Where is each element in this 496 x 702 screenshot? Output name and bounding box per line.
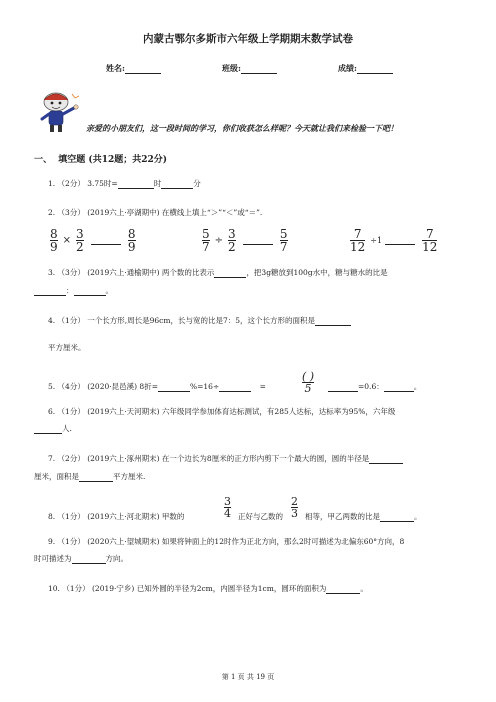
- question-3: [48, 268, 388, 278]
- q3-colon: ：: [66, 286, 74, 295]
- q3-blank-2[interactable]: [34, 287, 66, 296]
- q6-text: (2019六上·天河期末) 六年级同学参加体育达标测试，有285人达标，达标率为95%，六年级: [87, 407, 396, 416]
- score-label: 成绩:: [338, 63, 357, 73]
- question-5: [48, 382, 266, 392]
- q7-score: （2分）: [57, 454, 85, 463]
- q2-score: （3分）: [57, 208, 85, 217]
- mascot-icon: [34, 88, 84, 134]
- q2-expression-2: [200, 228, 290, 253]
- q5-blank-4[interactable]: [384, 383, 414, 392]
- page-title: 内蒙古鄂尔多斯市六年级上学期期末数学试卷: [143, 33, 353, 45]
- q9-number: 9.: [48, 537, 56, 546]
- q3-blank-3[interactable]: [74, 287, 106, 296]
- q1-blank-1[interactable]: [118, 180, 154, 189]
- q7-blank-1[interactable]: [369, 455, 403, 464]
- fraction: $\frac{3}{4}$: [224, 495, 231, 520]
- class-blank[interactable]: [241, 65, 277, 74]
- score-blank[interactable]: [357, 65, 393, 74]
- q7-text: (2019六上·涿州期末) 在一个边长为8厘米的正方形内剪下一个最大的圆，圆的半径是: [87, 454, 370, 463]
- fraction: $\frac{8}{9}$: [127, 227, 136, 254]
- question-10: [48, 584, 368, 594]
- q9-blank[interactable]: [72, 555, 106, 564]
- question-9: [48, 537, 404, 547]
- name-label: 姓名:: [106, 63, 125, 73]
- q8-score: （1分）: [57, 512, 85, 521]
- section-heading: [34, 152, 167, 165]
- q7-end: 平方厘米.: [113, 472, 146, 481]
- question-6-cont: [34, 424, 72, 434]
- question-9-cont: [34, 554, 128, 564]
- operator: ×: [62, 235, 72, 246]
- question-7-cont: [34, 472, 145, 482]
- q2-blank-1[interactable]: [91, 236, 121, 245]
- q9-end: 方向。: [105, 554, 128, 563]
- q6-blank[interactable]: [34, 425, 62, 434]
- q9-text: (2020六上·望城期末) 如果将钟面上的12时作为正北方向，那么2时可描述为北偏东60°方向，8: [87, 537, 405, 546]
- fraction: $\frac{2}{3}$: [291, 495, 298, 520]
- question-4: [48, 316, 351, 326]
- q2-number: 2.: [48, 208, 56, 217]
- q4-text: 一个长方形,周长是96cm，长与宽的比是7：5，这个长方形的面积是: [87, 316, 316, 325]
- score-field: [338, 63, 393, 74]
- q8-text: (2019六上·河北期末) 甲数的: [87, 512, 185, 521]
- q10-score: （1分）: [62, 584, 90, 593]
- operator: ÷: [214, 235, 224, 246]
- question-7: [48, 454, 403, 464]
- fraction: $\frac{8}{9}$: [50, 227, 58, 254]
- fraction: $\frac{( )}{5}$: [302, 370, 315, 395]
- fraction: $\frac{3}{2}$: [228, 227, 236, 254]
- q9-score: （1分）: [57, 537, 85, 546]
- q4-blank[interactable]: [315, 317, 351, 326]
- q5-blank-3[interactable]: [328, 383, 358, 392]
- q1-text: 3.75时=: [87, 179, 118, 188]
- q8-number: 8.: [48, 512, 56, 521]
- q5-text-2: %=16÷: [189, 382, 220, 391]
- q9-text-2: 时可描述为: [34, 554, 72, 563]
- q10-text: (2019·宁乡) 已知外圆的半径为2cm，内圆半径为1cm，圆环的面积为: [92, 584, 327, 593]
- q4-unit: 平方厘米。: [48, 343, 86, 352]
- q1-text-hour: 时: [153, 179, 162, 188]
- q10-blank[interactable]: [326, 585, 360, 594]
- q5-equals: =: [259, 382, 266, 391]
- q8-text-2: 正好与乙数的: [238, 512, 283, 521]
- q8-fraction-1: [222, 496, 233, 519]
- q5-fraction: [300, 371, 316, 394]
- operator: ÷1: [370, 236, 383, 245]
- q3-text-2: ，把3g糖放到100g水中，糖与糖水的比是: [246, 268, 388, 277]
- q6-end: 人.: [62, 424, 72, 433]
- q2-expression-3: [348, 228, 439, 253]
- name-field: [106, 63, 161, 74]
- name-blank[interactable]: [125, 65, 161, 74]
- section-title: 填空题 (共12题；共22分): [58, 155, 167, 165]
- q10-end: 。: [360, 584, 368, 593]
- q5-blank-1[interactable]: [158, 383, 190, 392]
- page-footer: 第 1 页 共 19 页: [221, 673, 275, 681]
- q6-score: （1分）: [57, 407, 85, 416]
- question-5-cont: [328, 382, 421, 392]
- class-field: [222, 63, 277, 74]
- q4-score: （1分）: [57, 316, 85, 325]
- question-8: [48, 512, 184, 522]
- question-1: [48, 179, 201, 189]
- q4-number: 4.: [48, 316, 56, 325]
- q5-text: (2020·昆邑溪) 8折=: [87, 382, 158, 391]
- q3-blank-1[interactable]: [214, 269, 246, 278]
- q3-number: 3.: [48, 268, 56, 277]
- question-3-cont: [34, 286, 113, 296]
- greeting-text: 亲爱的小朋友们，这一段时间的学习，你们收获怎么样呢？今天就让我们来检验一下吧！: [86, 123, 398, 133]
- q8-blank[interactable]: [380, 513, 414, 522]
- class-label: 班级:: [222, 63, 241, 73]
- q5-number: 5.: [48, 382, 56, 391]
- question-6: [48, 407, 395, 417]
- fraction: $\frac{7}{12}$: [350, 227, 366, 254]
- q3-end: 。: [105, 286, 113, 295]
- fraction: $\frac{5}{7}$: [202, 227, 210, 254]
- q2-text: (2019六上·亭湖期中) 在横线上填上“＞”“＜”或“＝”.: [87, 208, 263, 217]
- q1-number: 1.: [48, 179, 56, 188]
- q1-text-minute: 分: [193, 179, 201, 188]
- q8-fraction-2: [289, 496, 300, 519]
- q7-text-2: 厘米，面积是: [34, 472, 79, 481]
- q7-number: 7.: [48, 454, 56, 463]
- q7-blank-2[interactable]: [79, 473, 113, 482]
- q6-number: 6.: [48, 407, 56, 416]
- section-number: 一、: [34, 155, 53, 165]
- q8-end: 。: [414, 512, 422, 521]
- fraction: $\frac{7}{12}$: [422, 227, 438, 254]
- fraction: $\frac{5}{7}$: [279, 227, 288, 254]
- question-2: [48, 208, 262, 218]
- q8-text-3: 相等，甲乙两数的比是: [305, 512, 380, 521]
- q2-blank-3[interactable]: [385, 236, 415, 245]
- q5-text-3: =0.6：: [358, 382, 384, 391]
- q3-score: （3分）: [57, 268, 85, 277]
- q5-end: 。: [413, 382, 422, 391]
- q5-score: （4分）: [57, 382, 85, 391]
- q5-blank-2[interactable]: [219, 383, 251, 392]
- question-8-cont: [305, 512, 422, 522]
- q2-expression-1: [48, 228, 138, 253]
- fraction: $\frac{3}{2}$: [76, 227, 84, 254]
- q3-text: (2019六上·通榆期中) 两个数的比表示: [87, 268, 215, 277]
- q10-number: 10.: [48, 584, 60, 593]
- q1-score: （2分）: [57, 179, 85, 188]
- q1-blank-2[interactable]: [161, 180, 193, 189]
- q2-blank-2[interactable]: [243, 236, 273, 245]
